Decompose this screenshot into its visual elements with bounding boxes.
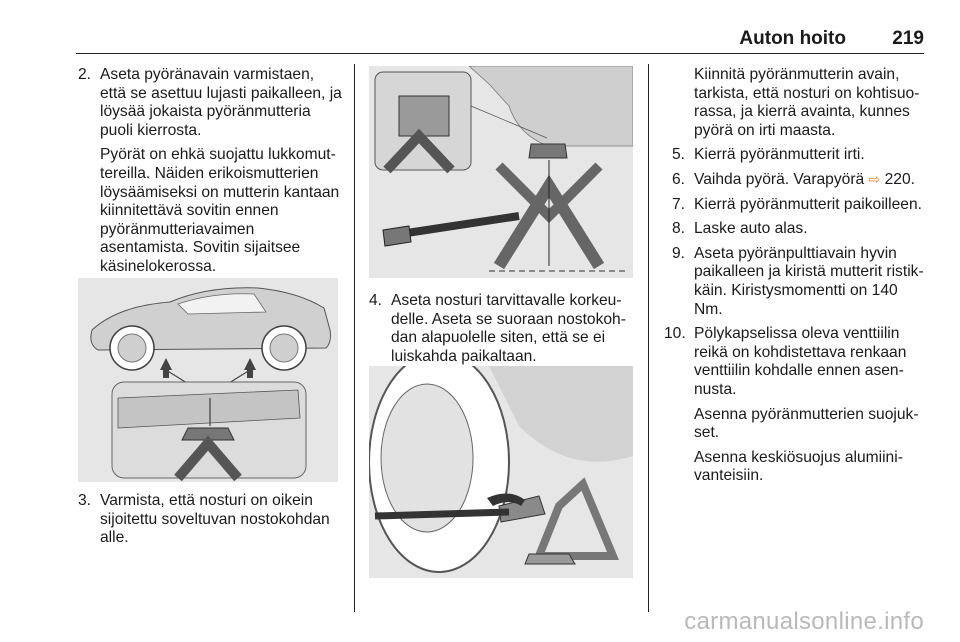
step-number: 9. [672,244,686,262]
note-lock-nuts: Pyörät on ehkä suojattu lukkomuttereilla. Näiden erikoismutterien löysäämiseksi on mutterin kantaan kiinnitettävä sovitin ennen pyöränmutteriavaimen asentamista. Sovitin sijaitsee käsinelokerossa. [100,146,340,275]
step-8 [664,220,926,239]
step-text: Kierrä pyöränmutterit irti. [694,146,865,164]
step-5 [664,146,926,165]
step-number: 3. [78,492,92,509]
step-number: 7. [672,195,686,213]
step-text: Aseta pyöränpulttiavain hyvin paikalleen ja kiristä mutterit ristikkäin. Kiristysmomentti on 140 Nm. [694,244,924,318]
column-2-text [369,292,639,372]
instruction-lift: Kiinnitä pyöränmutterin avain, tarkista, että nosturi on kohtisuorassa, ja kierrä avainta, kunnes pyörä on irti maasta. [694,66,920,139]
illustration-wheel-wrench [369,366,633,578]
step-number: 2. [78,66,92,83]
step-6 [664,171,926,190]
step-9 [664,245,926,319]
step-number: 8. [672,220,686,238]
step-7 [664,196,926,215]
step-number: 5. [672,146,686,164]
instruction-nut-covers: Asenna pyöränmutterien suojukset. [694,405,919,442]
column-divider-1 [354,64,355,612]
step-text: Varmista, että nosturi on oikein sijoitettu soveltuvan nostokohdan alle. [100,492,330,547]
page-reference[interactable]: 220. [880,170,915,188]
illustration-jack-position [369,66,633,278]
step-text: Pölykapselissa oleva venttiilin reikä on kohdistettava renkaan venttiilin kohdalle ennen asennusta. [694,325,907,398]
step-number: 6. [672,170,686,188]
step-3 [78,492,343,548]
column-3 [664,66,926,492]
arrow-right-icon: ⇨ [868,171,881,188]
instruction-hub-cap: Asenna keskiösuojus alumiinivanteisiin. [694,448,903,485]
column-divider-2 [648,64,649,612]
section-title: Auton hoito [739,28,846,49]
step-text: Laske auto alas. [694,220,808,238]
illustration-car-jack-points [78,278,338,482]
step-number: 10. [664,325,686,343]
step-text: Aseta pyöränavain varmistaen, että se asettuu lujasti paikalleen, ja löysää jokaista pyöränmutteria puoli kierrosta. [100,66,342,139]
watermark: carmanualsonline.info [684,608,924,635]
column-1 [78,66,343,283]
column-1-bottom [78,492,343,554]
step-10 [664,325,926,399]
step-text: Vaihda pyörä. Varapyörä [694,170,869,188]
page-header [76,28,924,50]
step-4 [369,292,639,366]
header-rule [76,53,924,54]
step-number: 4. [369,292,383,309]
page-number: 219 [892,28,924,49]
step-text: Aseta nosturi tarvittavalle korkeudelle. Aseta se suoraan nostokohdan alapuolelle siten, että se ei luiskahda paikaltaan. [391,292,626,365]
step-text: Kierrä pyöränmutterit paikoilleen. [694,195,922,213]
step-2 [78,66,343,140]
